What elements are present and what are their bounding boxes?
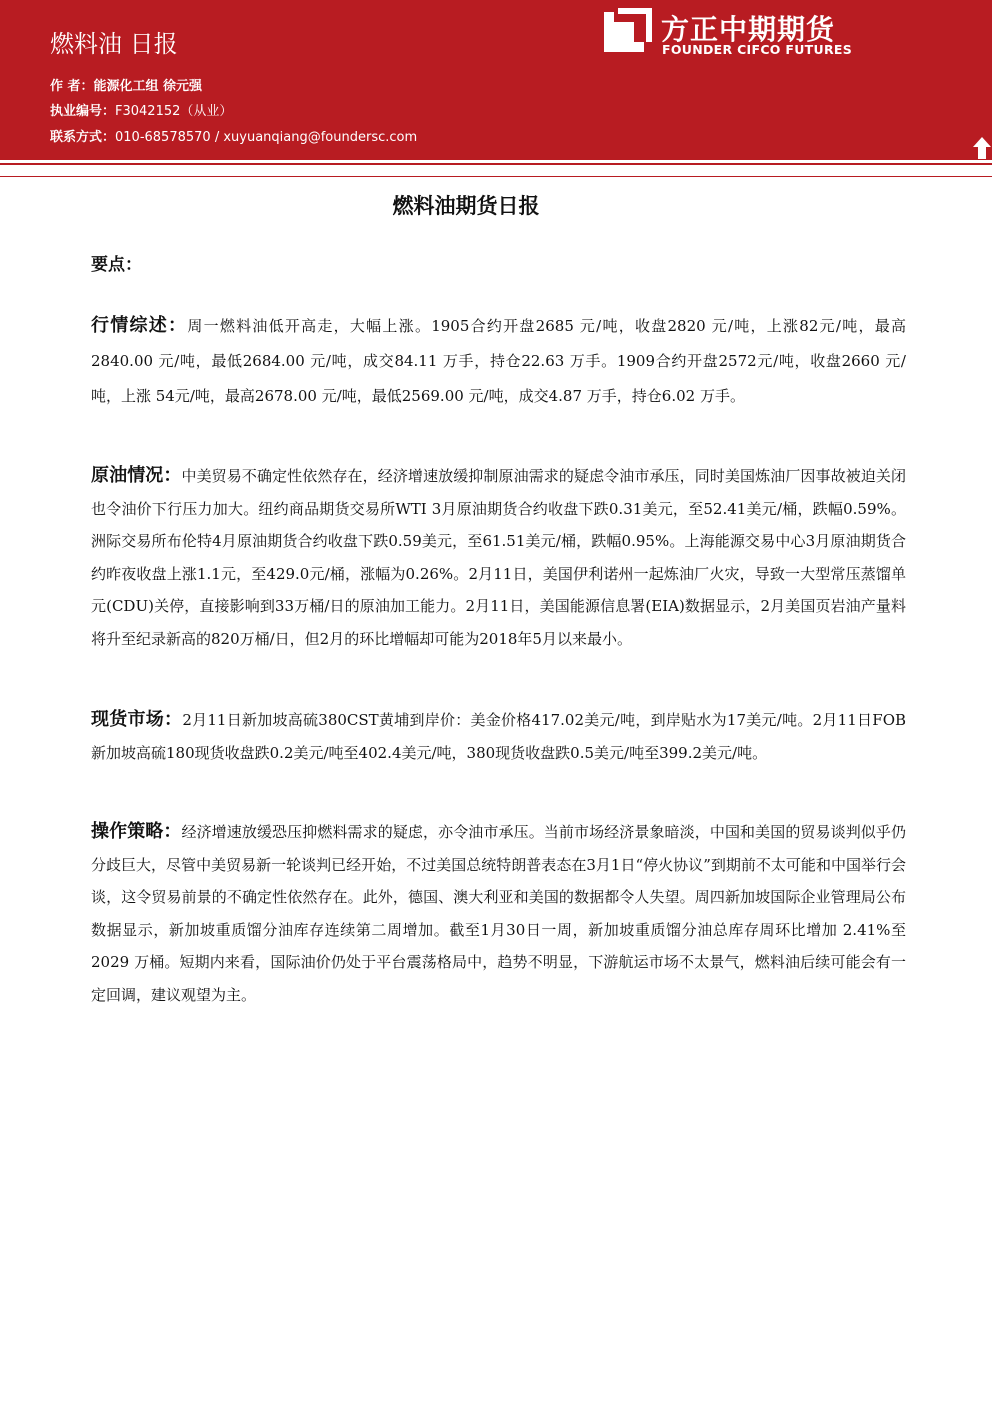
section-heading: 操作策略： (91, 821, 182, 842)
founder-square-logo-icon (604, 8, 652, 56)
logo-chinese-name: 方正中期期货 (661, 13, 836, 46)
company-logo (604, 8, 856, 60)
author-value: 能源化工组 徐元强 (93, 79, 203, 94)
section-crude-oil (91, 460, 906, 656)
license-label: 执业编号： (50, 104, 116, 119)
author-line (50, 75, 202, 94)
contact-label: 联系方式： (50, 130, 116, 145)
up-arrow-icon[interactable] (972, 136, 992, 160)
section-market-overview (91, 308, 906, 414)
section-heading: 原油情况： (91, 465, 182, 486)
report-category-title: 燃料油 日报 (50, 30, 178, 58)
section-spot-market (91, 704, 906, 769)
author-label: 作 者： (50, 79, 94, 94)
section-body: 经济增速放缓恐压抑燃料需求的疑虑，亦令油市承压。当前市场经济景象暗淡，中国和美国的贸易谈判似乎仍分歧巨大，尽管中美贸易新一轮谈判已经开始，不过美国总统特朗普表态在3月1日“停火协议”到期前不太可能和中国举行会谈，这令贸易前景的不确定性依然存在。此外，德国、澳大利亚和美国的数据都令人失望。周四新加坡国际企业管理局公布数据显示，新加坡重质馏分油库存连续第二周增加。截至1月30日一周，新加坡重质馏分油总库存周环比增加 2.41%至 2029 万桶。短期内来看，国际油价仍处于平台震荡格局中，趋势不明显，下游航运市场不太景气，燃料油后续可能会有一定回调，建议观望为主。 (91, 823, 906, 1004)
header-divider-thick (0, 163, 992, 165)
contact-line (50, 126, 417, 145)
section-heading: 现货市场： (91, 709, 183, 730)
section-body: 中美贸易不确定性依然存在，经济增速放缓抑制原油需求的疑虑令油市承压，同时美国炼油厂因事故被迫关闭也令油价下行压力加大。纽约商品期货交易所WTI 3月原油期货合约收盘下跌0.31美元，至52.41美元/桶，跌幅0.59%。洲际交易所布伦特4月原油期货合约收盘下跌0.59美元，至61.51美元/桶，跌幅0.95%。上海能源交易中心3月原油期货合约昨夜收盘上涨1.1元，至429.0元/桶，涨幅为0.26%。2月11日，美国伊利诺州一起炼油厂火灾，导致一大型常压蒸馏单元(CDU)关停，直接影响到33万桶/日的原油加工能力。2月11日，美国能源信息署(EIA)数据显示，2月美国页岩油产量料将升至纪录新高的820万桶/日，但2月的环比增幅却可能为2018年5月以来最小。 (91, 467, 906, 648)
section-body: 2月11日新加坡高硫380CST黄埔到岸价：美金价格417.02美元/吨，到岸贴水为17美元/吨。2月11日FOB新加坡高硫180现货收盘跌0.2美元/吨至402.4美元/吨，380现货收盘跌0.5美元/吨至399.2美元/吨。 (91, 711, 907, 762)
section-strategy (91, 816, 906, 1012)
section-heading: 行情综述： (91, 315, 188, 336)
logo-english-name: FOUNDER CIFCO FUTURES (662, 42, 853, 57)
license-value: F3042152（从业） (115, 104, 233, 119)
header-divider-thin (0, 176, 992, 177)
report-header (0, 0, 992, 160)
document-title: 燃料油期货日报 (392, 194, 540, 218)
license-line (50, 100, 232, 119)
section-body: 周一燃料油低开高走，大幅上涨。1905合约开盘2685 元/吨，收盘2820 元/吨，上涨82元/吨，最高2840.00 元/吨，最低2684.00 元/吨，成交84.11 万手，持仓22.63 万手。1909合约开盘2572元/吨，收盘2660 元/吨，上涨 54元/吨，最高2678.00 元/吨，最低2569.00 元/吨，成交4.87 万手，持仓6.02 万手。 (91, 317, 907, 405)
keypoints-heading: 要点： (91, 255, 142, 275)
contact-value: 010-68578570 / xuyuanqiang@foundersc.com (115, 130, 418, 145)
